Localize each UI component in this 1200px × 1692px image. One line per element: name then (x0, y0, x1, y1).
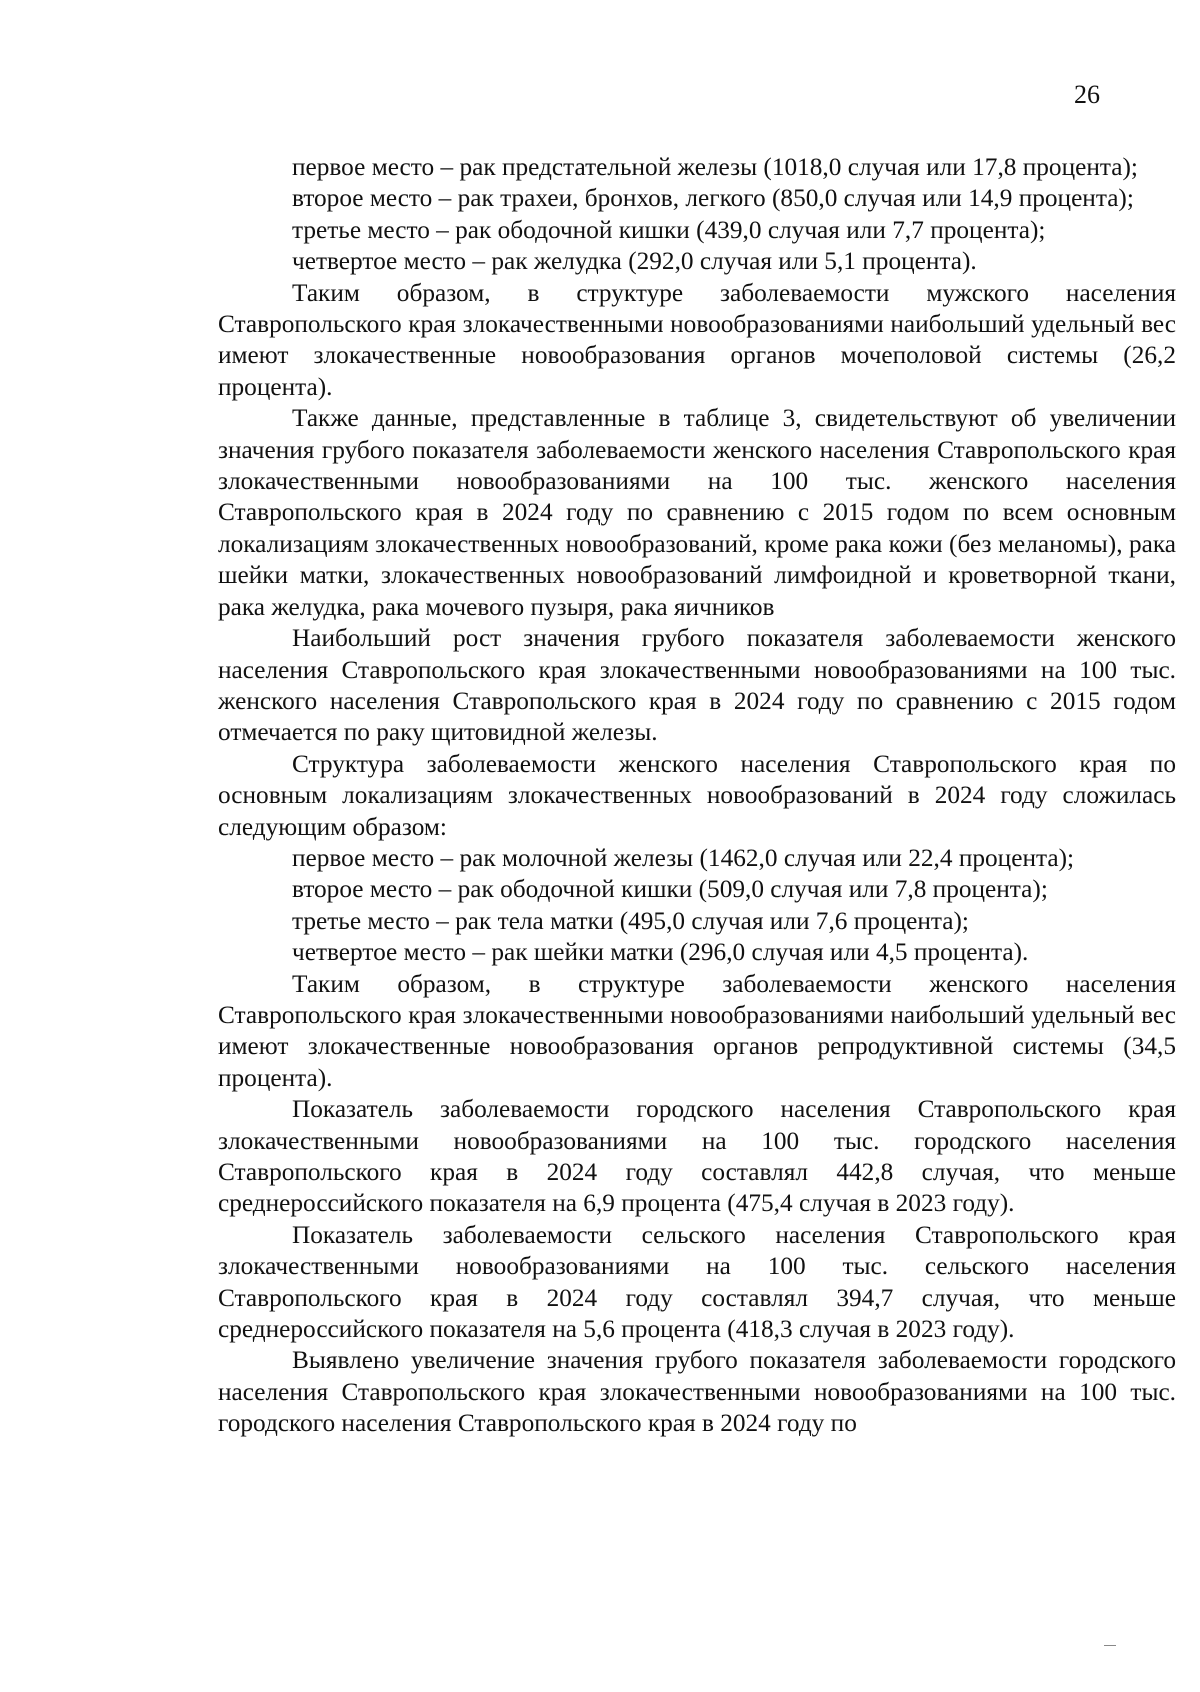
paragraph-female-summary: Таким образом, в структуре заболеваемости женского населения Ставропольского края злокачественными новообразованиями наибольший удельный вес имеют злокачественные новообразования органов репродуктивной системы (34,5 процента). (218, 969, 1176, 1092)
paragraph-rural-rate: Показатель заболеваемости сельского населения Ставропольского края злокачественными новообразованиями на 100 тыс. сельского населения Ставропольского края в 2024 году составлял 394,7 случая, что меньше среднероссийского показателя на 5,6 процента (418,3 случая в 2023 году). (218, 1220, 1176, 1344)
paragraph-female-rank-3: третье место – рак тела матки (495,0 случая или 7,6 процента); (292, 906, 969, 935)
paragraph-male-rank-2: второе место – рак трахеи, бронхов, легкого (850,0 случая или 14,9 процента); (292, 184, 1134, 213)
paragraph-male-rank-4: четвертое место – рак желудка (292,0 случая или 5,1 процента). (292, 247, 977, 276)
paragraph-female-rank-1: первое место – рак молочной железы (1462,0 случая или 22,4 процента); (292, 843, 1075, 872)
paragraph-urban-rate: Показатель заболеваемости городского населения Ставропольского края злокачественными новообразованиями на 100 тыс. городского населения Ставропольского края в 2024 году составлял 442,8 случая, что меньше среднероссийского показателя на 6,9 процента (475,4 случая в 2023 году). (218, 1095, 1176, 1218)
paragraph-female-largest-growth: Наибольший рост значения грубого показателя заболеваемости женского населения Ставропольского края злокачественными новообразованиями на 100 тыс. женского населения Ставропольского края в 2024 году по сравнению с 2015 годом отмечается по раку щитовидной железы. (218, 624, 1176, 747)
paragraph-male-summary: Таким образом, в структуре заболеваемости мужского населения Ставропольского края злокачественными новообразованиями наибольший удельный вес имеют злокачественные новообразования органов мочеполовой системы (26,2 процента). (218, 278, 1176, 401)
paragraph-female-rank-2: второе место – рак ободочной кишки (509,0 случая или 7,8 процента); (292, 875, 1048, 904)
paragraph-female-structure-intro: Структура заболеваемости женского населения Ставропольского края по основным локализациям злокачественных новообразований в 2024 году сложилась следующим образом: (218, 749, 1176, 841)
paragraph-urban-increase: Выявлено увеличение значения грубого показателя заболеваемости городского населения Ставропольского края злокачественными новообразованиями на 100 тыс. городского населения Ставропольского края в 2024 году по (218, 1346, 1176, 1438)
paragraph-female-increase: Также данные, представленные в таблице 3, свидетельствуют об увеличении значения грубого показателя заболеваемости женского населения Ставропольского края злокачественными новообразованиями на 100 тыс. женского населения Ставропольского края в 2024 году по сравнению с 2015 годом по всем основным локализациям злокачественных новообразований, кроме рака кожи (без меланомы), рака шейки матки, злокачественных новообразований лимфоидной и кроветворной ткани, рака желудка, рака мочевого пузыря, рака яичников (218, 404, 1176, 621)
paragraph-female-rank-4: четвертое место – рак шейки матки (296,0 случая или 4,5 процента). (292, 938, 1029, 967)
document-body (218, 152, 1176, 1440)
page-number: 26 (1074, 80, 1100, 109)
paragraph-male-rank-3: третье место – рак ободочной кишки (439,0 случая или 7,7 процента); (292, 215, 1046, 244)
scan-mark (1104, 1645, 1116, 1646)
paragraph-male-rank-1: первое место – рак предстательной железы (1018,0 случая или 17,8 процента); (292, 153, 1138, 181)
